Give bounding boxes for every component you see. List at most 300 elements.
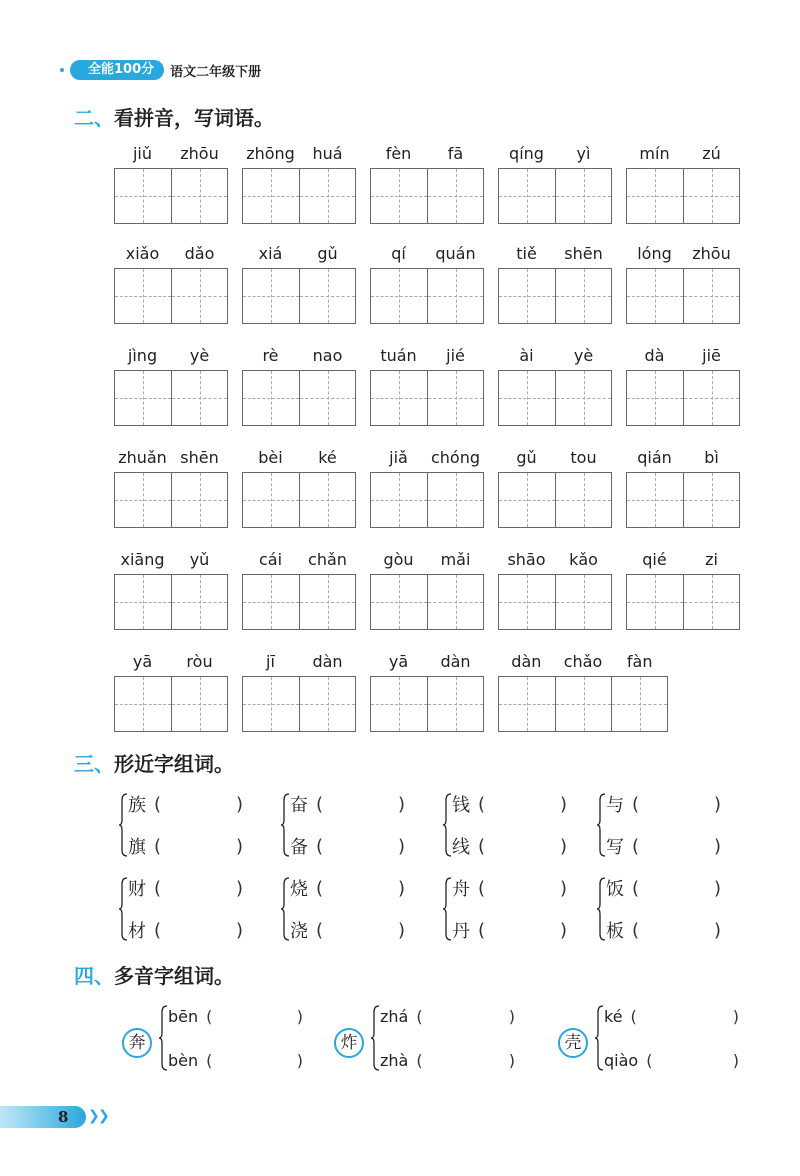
- writing-cell[interactable]: [371, 269, 427, 323]
- pinyin: jiē: [702, 346, 721, 365]
- writing-cell[interactable]: [683, 575, 739, 629]
- pinyin: dà: [644, 346, 665, 365]
- writing-cell[interactable]: [555, 169, 611, 223]
- reading-line: [604, 1048, 739, 1072]
- paren-open: (: [316, 919, 324, 941]
- writing-cell[interactable]: [299, 371, 355, 425]
- pinyin: zhōng: [246, 144, 295, 163]
- character: 舟: [452, 879, 470, 900]
- pinyin: zhuǎn: [118, 448, 167, 467]
- section2-text: 看拼音，写词语。: [114, 106, 274, 130]
- paren-close: ): [713, 835, 721, 857]
- pinyin-row: [626, 346, 740, 370]
- writing-cell[interactable]: [627, 269, 683, 323]
- pinyin-row: [114, 346, 228, 370]
- writing-boxes: [242, 574, 356, 630]
- circled-character: 壳: [558, 1028, 588, 1058]
- brace-icon: [442, 792, 452, 858]
- paren-open: (: [478, 919, 486, 941]
- char-line: [290, 792, 405, 816]
- brace-icon: [442, 876, 452, 942]
- writing-boxes: [242, 676, 356, 732]
- writing-boxes: [498, 268, 612, 324]
- pinyin: qí: [391, 244, 406, 263]
- writing-cell[interactable]: [627, 575, 683, 629]
- page-footer: [0, 1106, 115, 1128]
- paren-open: (: [154, 793, 162, 815]
- word-item: [114, 550, 228, 630]
- writing-cell[interactable]: [371, 677, 427, 731]
- writing-boxes: [626, 574, 740, 630]
- pinyin-row: [370, 244, 484, 268]
- word-item: [370, 144, 484, 224]
- pinyin: chóng: [430, 448, 481, 467]
- writing-cell[interactable]: [243, 269, 299, 323]
- writing-boxes: [114, 574, 228, 630]
- section4-number: 四、: [74, 964, 114, 988]
- writing-cell[interactable]: [499, 575, 555, 629]
- writing-boxes: [626, 168, 740, 224]
- pinyin: nao: [312, 346, 343, 365]
- paren-close: ): [713, 919, 721, 941]
- paren-close: ): [732, 1006, 739, 1026]
- writing-boxes: [626, 268, 740, 324]
- writing-boxes: [242, 168, 356, 224]
- pinyin: xiāng: [120, 550, 165, 569]
- polyphone-group: [558, 1004, 748, 1084]
- pinyin: fèn: [385, 144, 412, 163]
- writing-cell[interactable]: [371, 169, 427, 223]
- reading-pinyin: ké: [604, 1006, 623, 1026]
- character: 奋: [290, 795, 308, 816]
- paren-open: (: [416, 1050, 423, 1070]
- writing-cell[interactable]: [115, 371, 171, 425]
- paren-close: ): [397, 793, 405, 815]
- writing-cell[interactable]: [115, 575, 171, 629]
- paren-open: (: [478, 835, 486, 857]
- writing-cell[interactable]: [171, 169, 227, 223]
- pinyin-row: [370, 346, 484, 370]
- writing-cell[interactable]: [299, 473, 355, 527]
- paren-open: (: [154, 877, 162, 899]
- pinyin-row: [114, 244, 228, 268]
- word-item: [242, 346, 356, 426]
- pinyin: shāo: [507, 550, 546, 569]
- paren-open: (: [632, 919, 640, 941]
- pinyin-row: [114, 550, 228, 574]
- char-line: [606, 876, 721, 900]
- pinyin-row: [498, 448, 612, 472]
- writing-cell[interactable]: [243, 575, 299, 629]
- pinyin: qié: [642, 550, 667, 569]
- writing-cell[interactable]: [555, 677, 611, 731]
- pinyin: bèi: [258, 448, 283, 467]
- writing-cell[interactable]: [683, 269, 739, 323]
- pinyin: tiě: [516, 244, 537, 263]
- pinyin: shēn: [564, 244, 603, 263]
- writing-cell[interactable]: [683, 169, 739, 223]
- writing-cell[interactable]: [171, 575, 227, 629]
- pinyin: mín: [639, 144, 670, 163]
- brace-icon: [158, 1004, 168, 1072]
- pinyin: gǔ: [516, 448, 537, 467]
- word-item: [370, 346, 484, 426]
- brace-icon: [594, 1004, 604, 1072]
- pinyin: jìng: [127, 346, 158, 365]
- char-pair: [118, 876, 248, 946]
- pinyin: ké: [318, 448, 337, 467]
- word-item: [370, 448, 484, 528]
- writing-cell[interactable]: [299, 269, 355, 323]
- writing-cell[interactable]: [299, 677, 355, 731]
- word-item: [114, 144, 228, 224]
- paren-open: (: [478, 793, 486, 815]
- pinyin-row: [114, 448, 228, 472]
- section4-title: [74, 960, 234, 989]
- char-line: [128, 834, 243, 858]
- word-item: [242, 448, 356, 528]
- paren-close: ): [713, 877, 721, 899]
- writing-cell[interactable]: [427, 473, 483, 527]
- writing-boxes: [626, 370, 740, 426]
- paren-open: (: [632, 793, 640, 815]
- word-item: [242, 144, 356, 224]
- writing-cell[interactable]: [171, 677, 227, 731]
- polyphone-group: [334, 1004, 524, 1084]
- brace-icon: [118, 876, 128, 942]
- writing-cell[interactable]: [499, 269, 555, 323]
- paren-close: ): [296, 1006, 303, 1026]
- reading-pinyin: bèn: [168, 1050, 199, 1070]
- pinyin: dǎo: [184, 244, 215, 263]
- page-number: 8: [58, 1108, 69, 1126]
- word-item: [242, 652, 356, 732]
- word-item: [498, 244, 612, 324]
- reading-line: [604, 1004, 739, 1028]
- paren-close: ): [235, 793, 243, 815]
- word-item: [498, 448, 612, 528]
- writing-cell[interactable]: [243, 371, 299, 425]
- word-item: [498, 346, 612, 426]
- pinyin-row: [242, 144, 356, 168]
- writing-boxes: [498, 472, 612, 528]
- pinyin: bì: [704, 448, 719, 467]
- word-item: [626, 244, 740, 324]
- writing-cell[interactable]: [427, 169, 483, 223]
- polyphone-group: [122, 1004, 312, 1084]
- writing-cell[interactable]: [371, 473, 427, 527]
- pinyin: lóng: [637, 244, 672, 263]
- pinyin: qián: [637, 448, 672, 467]
- reading-line: [380, 1004, 515, 1028]
- pinyin: zhōu: [180, 144, 219, 163]
- pinyin: kǎo: [569, 550, 598, 569]
- character: 饭: [606, 879, 624, 900]
- writing-boxes: [370, 168, 484, 224]
- section3-text: 形近字组词。: [114, 752, 234, 776]
- paren-open: (: [316, 793, 324, 815]
- pinyin: ròu: [186, 652, 213, 671]
- pinyin-row: [370, 448, 484, 472]
- pinyin-row: [114, 652, 228, 676]
- pinyin: yè: [573, 346, 594, 365]
- writing-boxes: [114, 676, 228, 732]
- pinyin-row: [370, 144, 484, 168]
- circled-character: 炸: [334, 1028, 364, 1058]
- word-item: [114, 448, 228, 528]
- writing-boxes: [114, 168, 228, 224]
- char-line: [452, 792, 567, 816]
- reading-pinyin: bēn: [168, 1006, 199, 1026]
- writing-cell[interactable]: [627, 371, 683, 425]
- brace-icon: [118, 792, 128, 858]
- pinyin: zhōu: [692, 244, 731, 263]
- paren-close: ): [559, 835, 567, 857]
- paren-close: ): [296, 1050, 303, 1070]
- writing-cell[interactable]: [243, 677, 299, 731]
- writing-cell[interactable]: [555, 575, 611, 629]
- writing-boxes: [242, 268, 356, 324]
- paren-open: (: [206, 1050, 213, 1070]
- reading-line: [168, 1004, 303, 1028]
- char-pair: [442, 876, 572, 946]
- writing-boxes: [370, 472, 484, 528]
- word-item: [498, 550, 612, 630]
- book-badge-label: 全能100分: [88, 62, 155, 77]
- writing-cell[interactable]: [371, 575, 427, 629]
- pinyin-row: [242, 346, 356, 370]
- writing-cell[interactable]: [427, 677, 483, 731]
- pinyin: yā: [388, 652, 409, 671]
- brace-icon: [370, 1004, 380, 1072]
- star-icon: ✦: [74, 59, 85, 73]
- pinyin: zi: [705, 550, 718, 569]
- pinyin-row: [498, 144, 612, 168]
- pinyin: tou: [570, 448, 597, 467]
- character: 写: [606, 837, 624, 858]
- paren-open: (: [632, 835, 640, 857]
- paren-open: (: [316, 835, 324, 857]
- writing-cell[interactable]: [499, 169, 555, 223]
- pinyin: xiá: [258, 244, 283, 263]
- section3-number: 三、: [74, 752, 114, 776]
- pinyin: yǔ: [189, 550, 210, 569]
- brace-icon: [280, 792, 290, 858]
- pinyin: rè: [262, 346, 279, 365]
- char-line: [128, 918, 243, 942]
- pinyin: fā: [447, 144, 464, 163]
- char-line: [606, 918, 721, 942]
- writing-cell[interactable]: [555, 269, 611, 323]
- paren-close: ): [235, 877, 243, 899]
- paren-close: ): [397, 835, 405, 857]
- writing-cell[interactable]: [171, 473, 227, 527]
- pinyin: qíng: [509, 144, 544, 163]
- pinyin-row: [626, 144, 740, 168]
- pinyin: gòu: [383, 550, 414, 569]
- word-item: [498, 144, 612, 224]
- pinyin: chǎn: [308, 550, 347, 569]
- writing-cell[interactable]: [427, 575, 483, 629]
- pinyin: jiǎ: [389, 448, 408, 467]
- paren-open: (: [646, 1050, 653, 1070]
- word-item: [626, 448, 740, 528]
- book-subject: 语文二年级下册: [170, 64, 262, 80]
- word-item: [114, 244, 228, 324]
- writing-cell[interactable]: [627, 473, 683, 527]
- writing-cell[interactable]: [627, 169, 683, 223]
- writing-cell[interactable]: [499, 677, 555, 731]
- char-line: [128, 792, 243, 816]
- character: 烧: [290, 879, 308, 900]
- char-line: [452, 918, 567, 942]
- reading-line: [380, 1048, 515, 1072]
- writing-cell[interactable]: [115, 473, 171, 527]
- paren-open: (: [632, 877, 640, 899]
- writing-cell[interactable]: [299, 169, 355, 223]
- pinyin-row: [626, 550, 740, 574]
- book-badge: [70, 60, 164, 80]
- character: 钱: [452, 795, 470, 816]
- writing-cell[interactable]: [115, 677, 171, 731]
- word-item: [242, 550, 356, 630]
- writing-cell[interactable]: [499, 473, 555, 527]
- section3-title: [74, 748, 234, 777]
- char-line: [606, 792, 721, 816]
- brace-icon: [596, 792, 606, 858]
- brace-icon: [596, 876, 606, 942]
- writing-boxes: [370, 268, 484, 324]
- writing-cell[interactable]: [683, 371, 739, 425]
- word-item: [626, 346, 740, 426]
- character: 丹: [452, 921, 470, 942]
- reading-pinyin: zhà: [380, 1050, 409, 1070]
- paren-close: ): [559, 877, 567, 899]
- pinyin-row: [242, 550, 356, 574]
- char-line: [290, 918, 405, 942]
- writing-boxes: [114, 370, 228, 426]
- word-item: [114, 652, 228, 732]
- pinyin-row: [370, 652, 484, 676]
- char-line: [290, 834, 405, 858]
- character: 材: [128, 921, 146, 942]
- reading-line: [168, 1048, 303, 1072]
- writing-cell[interactable]: [171, 269, 227, 323]
- char-pair: [118, 792, 248, 862]
- writing-cell[interactable]: [171, 371, 227, 425]
- char-line: [290, 876, 405, 900]
- footer-bar: [0, 1106, 86, 1128]
- writing-boxes: [370, 676, 484, 732]
- writing-cell[interactable]: [299, 575, 355, 629]
- section2-title: [74, 102, 274, 131]
- character: 线: [452, 837, 470, 858]
- writing-cell[interactable]: [115, 269, 171, 323]
- word-item: [114, 346, 228, 426]
- pinyin-row: [498, 550, 612, 574]
- word-item: [626, 144, 740, 224]
- pinyin-row: [242, 448, 356, 472]
- char-line: [452, 876, 567, 900]
- writing-boxes: [370, 574, 484, 630]
- paren-open: (: [154, 835, 162, 857]
- writing-cell[interactable]: [371, 371, 427, 425]
- writing-boxes: [242, 370, 356, 426]
- pinyin: yā: [132, 652, 153, 671]
- writing-cell[interactable]: [555, 371, 611, 425]
- paren-close: ): [713, 793, 721, 815]
- writing-boxes: [498, 574, 612, 630]
- writing-boxes: [498, 168, 612, 224]
- writing-cell[interactable]: [683, 473, 739, 527]
- word-item: [498, 652, 668, 732]
- paren-open: (: [630, 1006, 637, 1026]
- pinyin-row: [242, 244, 356, 268]
- writing-cell[interactable]: [427, 269, 483, 323]
- chevron-right-icon: ❯: [88, 1108, 100, 1124]
- writing-cell[interactable]: [243, 473, 299, 527]
- writing-cell[interactable]: [243, 169, 299, 223]
- writing-boxes: [626, 472, 740, 528]
- char-line: [452, 834, 567, 858]
- paren-close: ): [235, 835, 243, 857]
- paren-close: ): [397, 877, 405, 899]
- pinyin: tuán: [380, 346, 417, 365]
- reading-pinyin: qiào: [604, 1050, 639, 1070]
- character: 浇: [290, 921, 308, 942]
- pinyin-row: [498, 346, 612, 370]
- brace-icon: [280, 876, 290, 942]
- char-pair: [280, 792, 410, 862]
- writing-cell[interactable]: [611, 677, 667, 731]
- pinyin-row: [498, 652, 668, 676]
- writing-boxes: [370, 370, 484, 426]
- paren-close: ): [559, 793, 567, 815]
- pinyin: dàn: [440, 652, 471, 671]
- writing-boxes: [498, 676, 668, 732]
- paren-open: (: [416, 1006, 423, 1026]
- writing-cell[interactable]: [499, 371, 555, 425]
- pinyin: zú: [702, 144, 721, 163]
- character: 财: [128, 879, 146, 900]
- pinyin-row: [114, 144, 228, 168]
- paren-close: ): [732, 1050, 739, 1070]
- pinyin: chǎo: [563, 652, 603, 671]
- pinyin: huá: [312, 144, 343, 163]
- writing-cell[interactable]: [555, 473, 611, 527]
- pinyin: dàn: [312, 652, 343, 671]
- writing-cell[interactable]: [427, 371, 483, 425]
- char-line: [606, 834, 721, 858]
- char-line: [128, 876, 243, 900]
- char-pair: [596, 792, 726, 862]
- character: 族: [128, 795, 146, 816]
- pinyin-row: [626, 448, 740, 472]
- pinyin-row: [242, 652, 356, 676]
- paren-close: ): [508, 1006, 515, 1026]
- section4-text: 多音字组词。: [114, 964, 234, 988]
- word-item: [370, 550, 484, 630]
- pinyin: ài: [519, 346, 534, 365]
- character: 备: [290, 837, 308, 858]
- pinyin: jié: [446, 346, 465, 365]
- writing-boxes: [114, 472, 228, 528]
- pinyin-row: [626, 244, 740, 268]
- writing-cell[interactable]: [115, 169, 171, 223]
- chevron-right-icon: ❯: [98, 1108, 110, 1124]
- pinyin: yè: [189, 346, 210, 365]
- pinyin: jī: [266, 652, 275, 671]
